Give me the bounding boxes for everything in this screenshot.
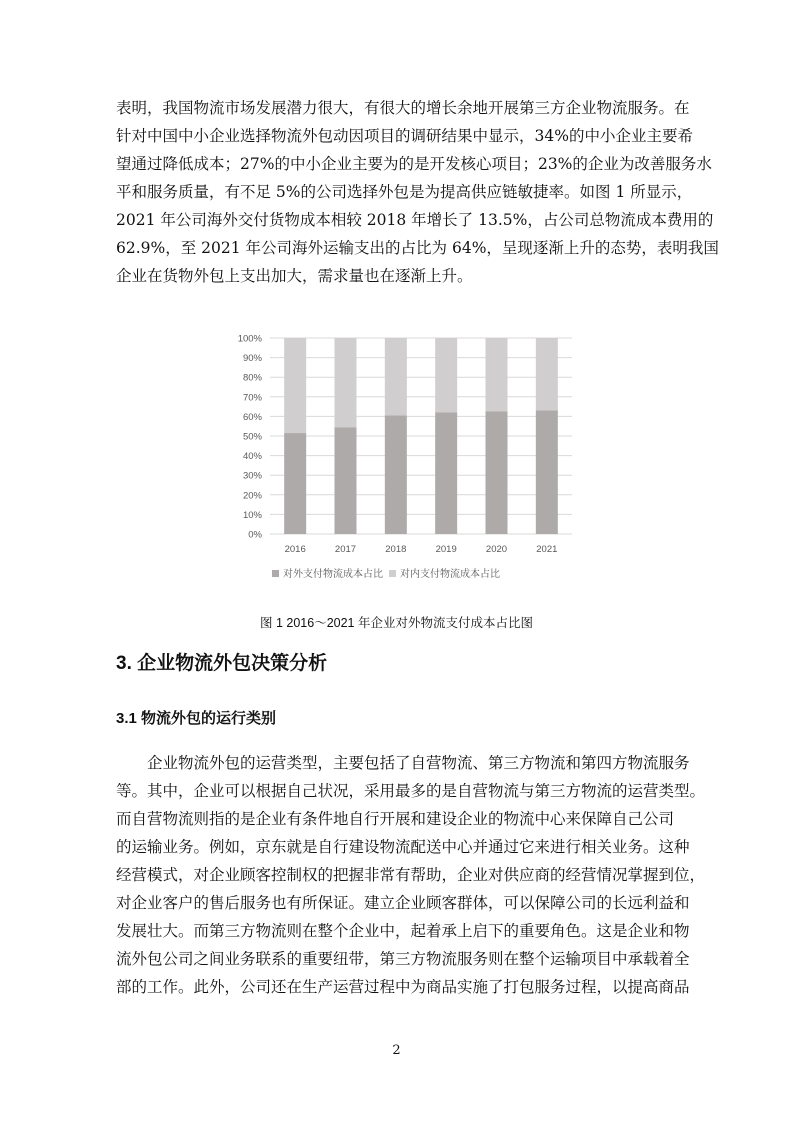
bar-segment xyxy=(435,412,457,534)
text-line: 的运输业务。例如，京东就是自行建设物流配送中心并通过它来进行相关业务。这种 xyxy=(116,838,690,856)
text-line: 对企业客户的售后服务也有所保证。建立企业顾客群体，可以保障公司的长远利益和 xyxy=(116,894,690,912)
text-line: 而自营物流则指的是企业有条件地自行开展和建设企业的物流中心来保障自己公司 xyxy=(116,810,675,828)
x-tick-label: 2020 xyxy=(485,544,508,555)
text-line: 针对中国中小企业选择物流外包动因项目的调研结果中显示，34%的中小企业主要希 xyxy=(116,127,693,145)
y-tick-label: 40% xyxy=(242,451,262,463)
y-tick-label: 70% xyxy=(242,392,262,404)
text-line: 企业在货物外包上支出加大，需求量也在逐渐上升。 xyxy=(116,267,473,285)
text-line: 2021 年公司海外交付货物成本相较 2018 年增长了 13.5%，占公司总物流成本费用的 xyxy=(116,211,714,229)
legend-swatch xyxy=(272,570,279,577)
y-tick-label: 10% xyxy=(242,509,262,521)
paragraph-2 xyxy=(116,749,706,1001)
bar-segment xyxy=(486,412,508,535)
legend-label: 对外支付物流成本占比 xyxy=(283,569,383,580)
y-tick-label: 20% xyxy=(242,490,262,502)
text-line: 等。其中，企业可以根据自己状况，采用最多的是自营物流与第三方物流的运营类型。 xyxy=(116,782,706,800)
paragraph-1 xyxy=(116,94,719,290)
legend-label: 对内支付物流成本占比 xyxy=(400,569,500,580)
bar-segment xyxy=(385,415,407,534)
y-tick-label: 100% xyxy=(237,333,262,345)
section-heading: 3. 企业物流外包决策分析 xyxy=(116,653,328,674)
y-tick-label: 60% xyxy=(242,411,262,423)
text-line: 平和服务质量，有不足 5%的公司选择外包是为提高供应链敏捷率。如图 1 所显示， xyxy=(116,183,693,201)
bar-segment xyxy=(385,338,407,415)
text-line: 62.9%，至 2021 年公司海外运输支出的占比为 64%，呈现逐渐上升的态势，表明我国 xyxy=(116,239,719,257)
x-tick-label: 2016 xyxy=(284,544,306,555)
x-tick-label: 2019 xyxy=(435,544,457,555)
bar-segment xyxy=(284,433,306,534)
y-tick-label: 90% xyxy=(242,353,262,365)
text-line: 望通过降低成本；27%的中小企业主要为的是开发核心项目；23%的企业为改善服务水 xyxy=(116,155,712,173)
y-tick-label: 80% xyxy=(242,372,262,384)
x-tick-label: 2018 xyxy=(385,544,407,555)
bar-segment xyxy=(335,427,357,534)
figure-caption: 图 1 2016～2021 年企业对外物流支付成本占比图 xyxy=(260,616,533,630)
bar-segment xyxy=(536,411,558,534)
bar-segment xyxy=(284,338,306,433)
text-line: 部的工作。此外，公司还在生产运营过程中为商品实施了打包服务过程，以提高商品 xyxy=(116,978,690,996)
text-line: 表明，我国物流市场发展潜力很大，有很大的增长余地开展第三方企业物流服务。在 xyxy=(116,99,690,117)
y-tick-label: 50% xyxy=(242,431,262,443)
stacked-bar-chart xyxy=(230,328,580,588)
text-line: 经营模式，对企业顾客控制权的把握非常有帮助，企业对供应商的经营情况掌握到位， xyxy=(116,866,706,884)
legend-swatch xyxy=(389,570,396,577)
page-number: 2 xyxy=(392,1043,401,1058)
bar-segment xyxy=(435,338,457,412)
y-tick-label: 30% xyxy=(242,470,262,482)
subsection-heading: 3.1 物流外包的运行类别 xyxy=(116,710,277,727)
x-tick-label: 2017 xyxy=(334,544,357,555)
text-line: 企业物流外包的运营类型，主要包括了自营物流、第三方物流和第四方物流服务 xyxy=(147,754,690,772)
bar-segment xyxy=(486,338,508,412)
x-tick-label: 2021 xyxy=(536,544,558,555)
bar-segment xyxy=(536,338,558,411)
y-tick-label: 0% xyxy=(248,529,262,541)
bar-segment xyxy=(335,338,357,427)
text-line: 流外包公司之间业务联系的重要纽带，第三方物流服务则在整个运输项目中承载着全 xyxy=(116,950,690,968)
text-line: 发展壮大。而第三方物流则在整个企业中，起着承上启下的重要角色。这是企业和物 xyxy=(116,922,690,940)
